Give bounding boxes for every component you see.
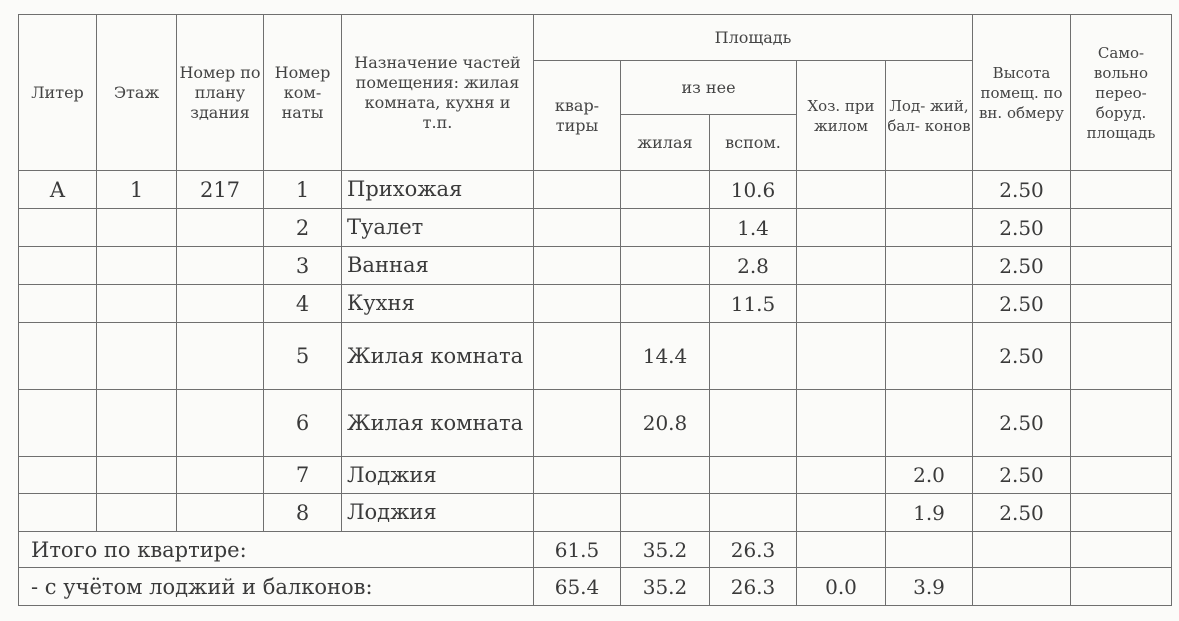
cell-aux <box>710 457 797 494</box>
cell-liter <box>19 390 97 457</box>
cell-plan: 217 <box>177 171 264 209</box>
table-row <box>19 323 1172 390</box>
total-loggia: 3.9 <box>886 568 973 606</box>
cell-plan <box>177 323 264 390</box>
cell-height: 2.50 <box>973 323 1071 390</box>
table-row <box>19 494 1172 532</box>
header-room-number: Номер ком- наты <box>264 15 342 171</box>
cell-apt <box>534 171 621 209</box>
cell-self <box>1071 390 1172 457</box>
cell-room: 8 <box>264 494 342 532</box>
table-row <box>19 285 1172 323</box>
header-living: жилая <box>621 115 710 171</box>
cell-height: 2.50 <box>973 285 1071 323</box>
cell-floor <box>97 390 177 457</box>
cell-household <box>797 457 886 494</box>
total-label: - с учётом лоджий и балконов: <box>19 568 534 606</box>
cell-liter <box>19 247 97 285</box>
total-living: 35.2 <box>621 568 710 606</box>
cell-name: Ванная <box>342 247 534 285</box>
cell-loggia: 1.9 <box>886 494 973 532</box>
header-liter: Литер <box>19 15 97 171</box>
cell-name: Лоджия <box>342 457 534 494</box>
table-row <box>19 209 1172 247</box>
cell-plan <box>177 209 264 247</box>
cell-apt <box>534 209 621 247</box>
cell-floor <box>97 247 177 285</box>
cell-apt <box>534 247 621 285</box>
cell-living <box>621 247 710 285</box>
cell-loggia <box>886 247 973 285</box>
total-household <box>797 532 886 568</box>
cell-loggia: 2.0 <box>886 457 973 494</box>
cell-liter <box>19 457 97 494</box>
cell-liter <box>19 209 97 247</box>
cell-height: 2.50 <box>973 390 1071 457</box>
cell-living: 14.4 <box>621 323 710 390</box>
cell-name: Прихожая <box>342 171 534 209</box>
cell-household <box>797 285 886 323</box>
total-living: 35.2 <box>621 532 710 568</box>
cell-liter <box>19 285 97 323</box>
header-area: Площадь <box>534 15 973 61</box>
table-row <box>19 247 1172 285</box>
cell-household <box>797 390 886 457</box>
header-height: Высота помещ. по вн. обмеру <box>973 15 1071 171</box>
cell-name: Лоджия <box>342 494 534 532</box>
total-label: Итого по квартире: <box>19 532 534 568</box>
cell-liter: А <box>19 171 97 209</box>
cell-self <box>1071 457 1172 494</box>
cell-floor <box>97 494 177 532</box>
total-aux: 26.3 <box>710 532 797 568</box>
total-household: 0.0 <box>797 568 886 606</box>
cell-household <box>797 247 886 285</box>
cell-floor <box>97 209 177 247</box>
cell-aux: 11.5 <box>710 285 797 323</box>
totals-row <box>19 532 1172 568</box>
cell-liter <box>19 494 97 532</box>
total-loggia <box>886 532 973 568</box>
header-purpose: Назначение частей помещения: жилая комната, кухня и т.п. <box>342 15 534 171</box>
header-apartment: квар- тиры <box>534 61 621 171</box>
table-row <box>19 457 1172 494</box>
cell-living: 20.8 <box>621 390 710 457</box>
cell-floor <box>97 285 177 323</box>
cell-living <box>621 457 710 494</box>
total-self <box>1071 568 1172 606</box>
cell-loggia <box>886 209 973 247</box>
cell-living <box>621 171 710 209</box>
header-aux: вспом. <box>710 115 797 171</box>
cell-height: 2.50 <box>973 494 1071 532</box>
cell-self <box>1071 285 1172 323</box>
totals-row <box>19 568 1172 606</box>
header-of-which: из нее <box>621 61 797 115</box>
cell-household <box>797 494 886 532</box>
total-height <box>973 568 1071 606</box>
explication-table <box>18 14 1172 606</box>
cell-aux <box>710 494 797 532</box>
cell-height: 2.50 <box>973 247 1071 285</box>
total-self <box>1071 532 1172 568</box>
cell-self <box>1071 209 1172 247</box>
cell-liter <box>19 323 97 390</box>
header-plan-number: Номер по плану здания <box>177 15 264 171</box>
cell-room: 4 <box>264 285 342 323</box>
cell-aux: 1.4 <box>710 209 797 247</box>
cell-apt <box>534 457 621 494</box>
cell-loggia <box>886 285 973 323</box>
cell-apt <box>534 323 621 390</box>
cell-floor <box>97 323 177 390</box>
total-apt: 65.4 <box>534 568 621 606</box>
cell-household <box>797 171 886 209</box>
cell-apt <box>534 285 621 323</box>
header-floor: Этаж <box>97 15 177 171</box>
total-apt: 61.5 <box>534 532 621 568</box>
cell-self <box>1071 171 1172 209</box>
cell-room: 5 <box>264 323 342 390</box>
cell-self <box>1071 247 1172 285</box>
cell-loggia <box>886 171 973 209</box>
header-household: Хоз. при жилом <box>797 61 886 171</box>
cell-aux <box>710 323 797 390</box>
total-height <box>973 532 1071 568</box>
cell-height: 2.50 <box>973 209 1071 247</box>
cell-height: 2.50 <box>973 171 1071 209</box>
header-self-rebuilt: Само- вольно перео- боруд. площадь <box>1071 15 1172 171</box>
cell-floor <box>97 457 177 494</box>
cell-name: Жилая комната <box>342 390 534 457</box>
cell-name: Туалет <box>342 209 534 247</box>
cell-living <box>621 209 710 247</box>
cell-loggia <box>886 390 973 457</box>
table-row <box>19 390 1172 457</box>
cell-self <box>1071 494 1172 532</box>
cell-room: 7 <box>264 457 342 494</box>
cell-plan <box>177 390 264 457</box>
cell-self <box>1071 323 1172 390</box>
cell-apt <box>534 494 621 532</box>
cell-loggia <box>886 323 973 390</box>
cell-plan <box>177 247 264 285</box>
cell-height: 2.50 <box>973 457 1071 494</box>
cell-room: 3 <box>264 247 342 285</box>
cell-aux: 2.8 <box>710 247 797 285</box>
cell-plan <box>177 457 264 494</box>
cell-household <box>797 209 886 247</box>
total-aux: 26.3 <box>710 568 797 606</box>
cell-name: Жилая комната <box>342 323 534 390</box>
header-loggias: Лод- жий, бал- конов <box>886 61 973 171</box>
cell-room: 6 <box>264 390 342 457</box>
cell-name: Кухня <box>342 285 534 323</box>
cell-plan <box>177 285 264 323</box>
cell-room: 1 <box>264 171 342 209</box>
cell-living <box>621 285 710 323</box>
cell-plan <box>177 494 264 532</box>
cell-apt <box>534 390 621 457</box>
cell-floor: 1 <box>97 171 177 209</box>
cell-living <box>621 494 710 532</box>
cell-household <box>797 323 886 390</box>
table-row <box>19 171 1172 209</box>
cell-aux <box>710 390 797 457</box>
cell-room: 2 <box>264 209 342 247</box>
cell-aux: 10.6 <box>710 171 797 209</box>
